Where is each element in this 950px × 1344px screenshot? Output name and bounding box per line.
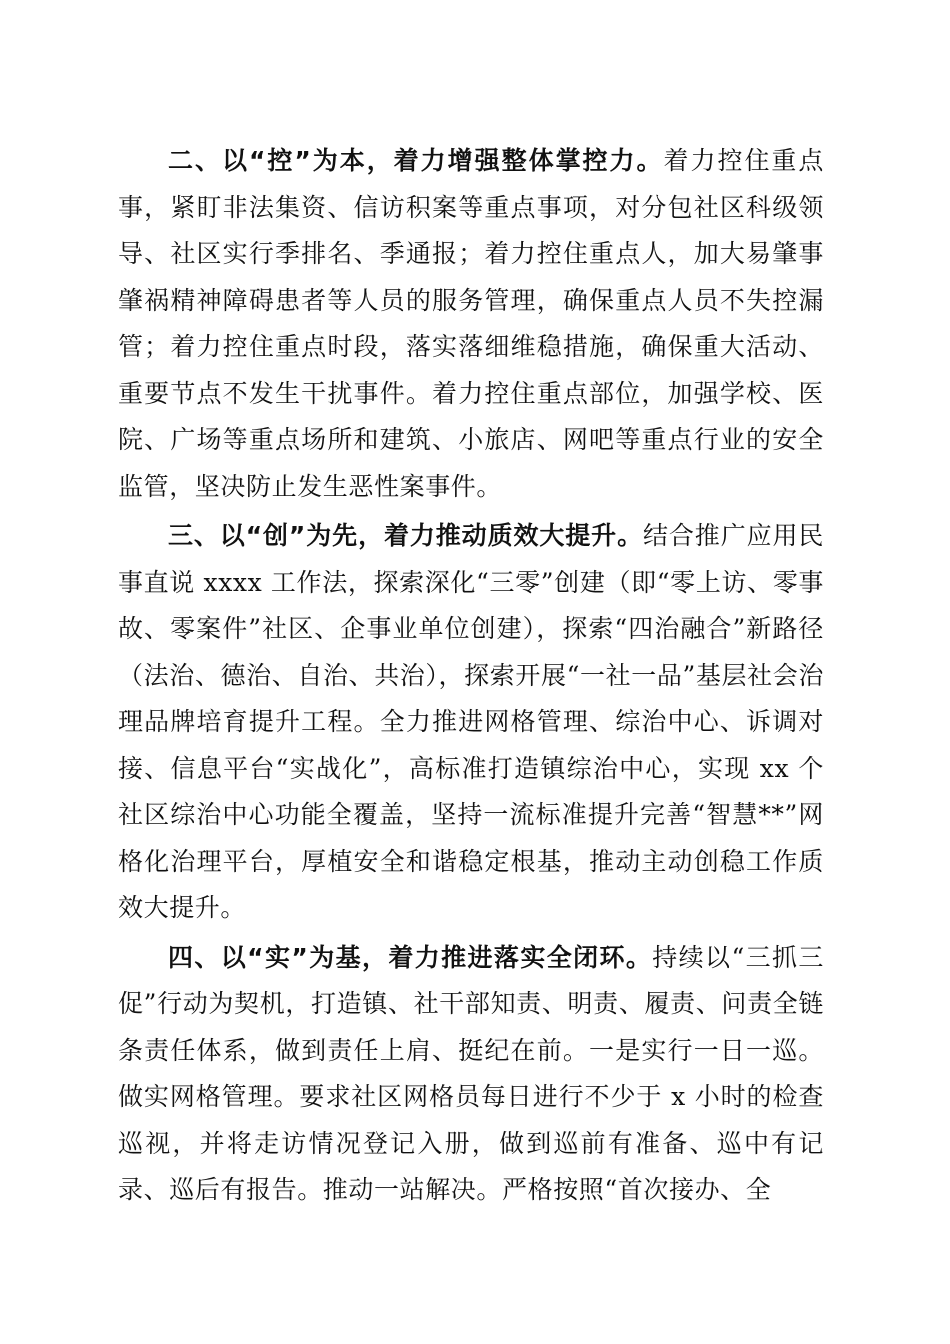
section-body-three: 结合推广应用民事直说 xxxx 工作法，探索深化“三零”创建（即“零上访、零事故、零案件”社区、企事业单位创建），探索“四治融合”新路径（法治、德治、自治、共治），探索开展“一社一品”基层社会治理品牌培育提升工程。全力推进网格管理、综治中心、诉调对接、信息平台“实战化”，高标准打造镇综治中心，实现 xx 个社区综治中心功能全覆盖，坚持一流标准提升完善“智慧**”网格化治理平台，厚植安全和谐稳定根基，推动主动创稳工作质效大提升。 — [118, 521, 825, 922]
section-body-two: 着力控住重点事，紧盯非法集资、信访积案等重点事项，对分包社区科级领导、社区实行季排名、季通报；着力控住重点人，加大易肇事肇祸精神障碍患者等人员的服务管理，确保重点人员不失控漏管；着力控住重点时段，落实落细维稳措施，确保重大活动、重要节点不发生干扰事件。着力控住重点部位，加强学校、医院、广场等重点场所和建筑、小旅店、网吧等重点行业的安全监管，坚决防止发生恶性案事件。 — [118, 146, 825, 501]
document-page — [118, 138, 824, 1214]
paragraph-section-three — [118, 513, 824, 932]
section-heading-four: 四、以“实”为基，着力推进落实全闭环。 — [168, 942, 653, 972]
section-body-four: 持续以“三抓三促”行动为契机，打造镇、社干部知责、明责、履责、问责全链条责任体系，做到责任上肩、挺纪在前。一是实行一日一巡。做实网格管理。要求社区网格员每日进行不少于 x 小时的检查巡视，并将走访情况登记入册，做到巡前有准备、巡中有记录、巡后有报告。推动一站解决。严格按照“首次接办、全 — [118, 942, 825, 1204]
section-heading-three: 三、以“创”为先，着力推动质效大提升。 — [168, 521, 643, 550]
paragraph-section-four — [118, 935, 824, 1214]
paragraph-section-two — [118, 138, 824, 510]
section-heading-two: 二、以“控”为本，着力增强整体掌控力。 — [168, 146, 664, 175]
